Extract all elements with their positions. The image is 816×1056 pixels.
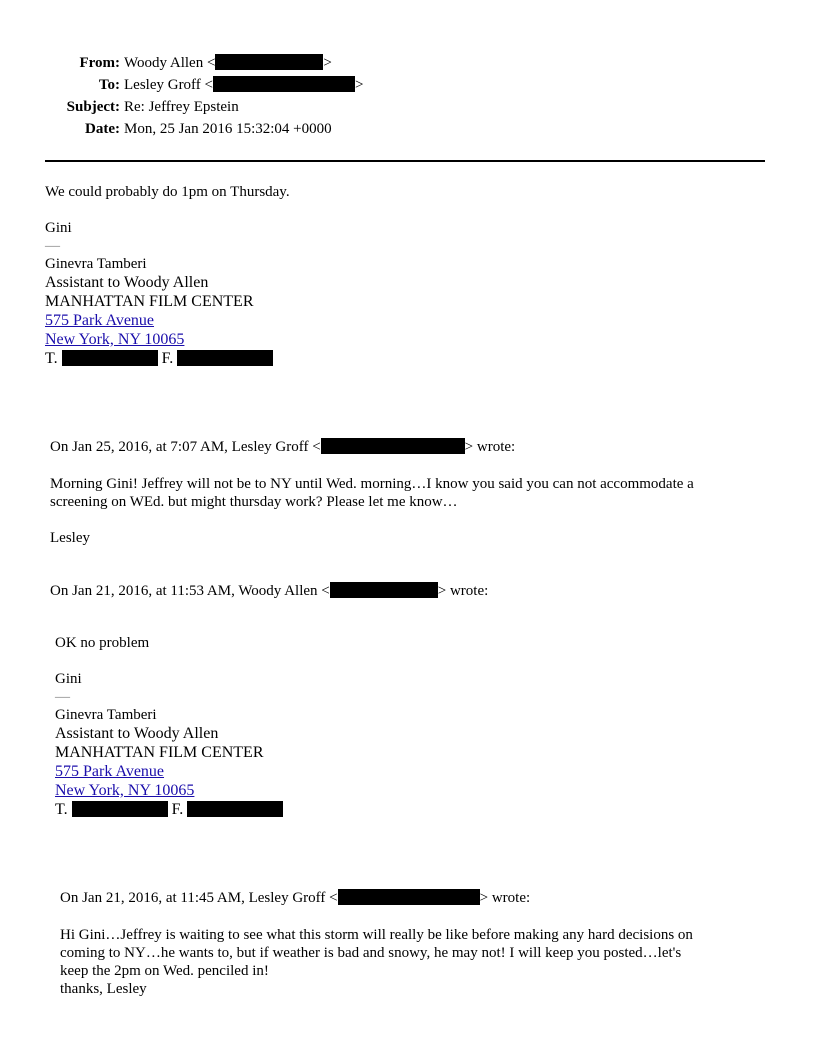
signature-company: MANHATTAN FILM CENTER [55,744,264,761]
quote-intro [60,889,530,907]
quote-signoff: Lesley [50,530,90,546]
to-value [124,76,363,94]
from-name: Woody Allen < [124,55,216,71]
signature-dash: — [45,238,60,254]
date-label: Date: [85,121,120,137]
quote-body-line: keep the 2pm on Wed. penciled in! [60,963,269,979]
quote-body-line: screening on WEd. but might thursday work? Please let me know… [50,494,458,510]
redaction-bar [215,54,323,70]
address-link-street[interactable]: 575 Park Avenue [45,312,155,329]
fax-label: F. [171,801,184,818]
quote-intro-prefix: On Jan 21, 2016, at 11:45 AM, Lesley Groff < [60,890,338,906]
redaction-bar [72,801,168,817]
to-close: > [355,77,364,93]
signature-name: Ginevra Tamberi [55,707,157,723]
quote-body-line: Hi Gini…Jeffrey is waiting to see what this storm will really be like before making any hard decisions on [60,927,693,943]
from-value [124,54,332,72]
quote-body-line: coming to NY…he wants to, but if weather is bad and snowy, he may not! I will keep you posted…let's [60,945,682,961]
quote-intro-suffix: > wrote: [479,890,531,906]
quote-body-line: thanks, Lesley [60,981,147,997]
signature-name: Ginevra Tamberi [45,256,147,272]
subject-value: Re: Jeffrey Epstein [124,99,239,115]
redaction-bar [213,76,355,92]
redaction-bar [330,582,438,598]
address-link-city[interactable]: New York, NY 10065 [55,782,195,799]
subject-label: Subject: [66,99,120,115]
reply-text: We could probably do 1pm on Thursday. [45,184,290,200]
signoff: Gini [45,220,72,236]
fax-label: F. [161,350,174,367]
quote-body-line: Morning Gini! Jeffrey will not be to NY until Wed. morning…I know you said you can not accommodate a [50,476,694,492]
phone-fax-line [45,350,273,368]
redaction-bar [187,801,283,817]
phone-fax-line [55,801,283,819]
quote-signoff: Gini [55,671,82,687]
signature-dash: — [55,689,70,705]
quote-intro [50,438,515,456]
quote-intro-prefix: On Jan 21, 2016, at 11:53 AM, Woody Allen < [50,583,330,599]
date-value: Mon, 25 Jan 2016 15:32:04 +0000 [124,121,332,137]
redaction-bar [321,438,465,454]
from-close: > [323,55,332,71]
address-link-street[interactable]: 575 Park Avenue [55,763,165,780]
phone-label: T. [45,350,58,367]
quote-intro-prefix: On Jan 25, 2016, at 7:07 AM, Lesley Groff < [50,439,321,455]
signature-title: Assistant to Woody Allen [45,274,209,291]
signature-title: Assistant to Woody Allen [55,725,219,742]
redaction-bar [177,350,273,366]
quote-intro-suffix: > wrote: [437,583,489,599]
signature-company: MANHATTAN FILM CENTER [45,293,254,310]
header-divider [45,160,765,162]
address-link-city[interactable]: New York, NY 10065 [45,331,185,348]
redaction-bar [338,889,480,905]
quote-body-line: OK no problem [55,635,150,651]
to-label: To: [98,77,120,93]
quote-intro [50,582,488,600]
quote-intro-suffix: > wrote: [464,439,516,455]
redaction-bar [62,350,158,366]
phone-label: T. [55,801,68,818]
from-label: From: [79,55,120,71]
to-name: Lesley Groff < [124,77,213,93]
